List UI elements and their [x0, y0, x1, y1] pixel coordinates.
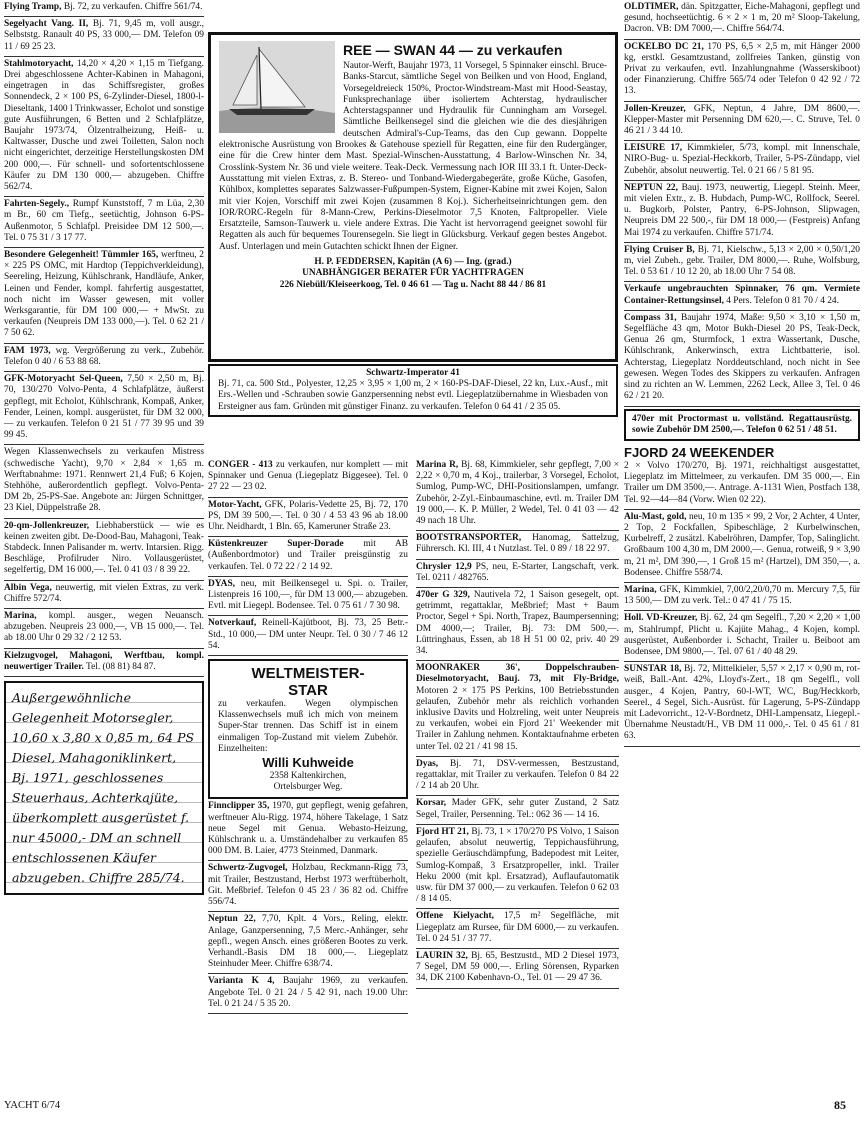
ad-heading: Korsar, — [416, 798, 447, 809]
page-number: 85 — [834, 1098, 846, 1112]
classified-ad — [4, 17, 204, 57]
ad-text: GFK, Neptun, 4 Jahre, DM 8600,—. Klepper-Master mit Persenning DM 620,—. C. Struve, Tel. 0 46 21 / 3 44 10. — [624, 103, 860, 137]
ad-heading: Notverkauf, — [208, 618, 257, 629]
ad-heading: 20-qm-Jollenkreuzer, — [4, 520, 90, 531]
weltmeister-star-ad — [208, 659, 408, 799]
classified-ad — [416, 661, 619, 757]
ad-text: Tel. (08 81) 84 87. — [86, 661, 156, 672]
ad-text: GFK, Kimmkiel, 7,00/2,20/0,70 m. Mercury 7,5, für 13 500,— DM zu verk. Tel.: 0 47 41 / 75 15. — [624, 584, 861, 607]
ad-heading: Neptun 22, — [208, 914, 256, 925]
ad-heading: MOONRAKER 36', Doppelschrauben-Dieselmotoryacht, Bauj. 73, mit Fly-Bridge, — [416, 663, 619, 685]
ad-text: 170 PS, 6,5 × 2,5 m, mit Hänger 2000 kg, erstkl. Gesamtzustand, zollfreies Tanken, günstig von Privat zu verkaufen, evtl. Inzahlungnahme (Wasserskiboot) oder Finanzierung. Chiffre 565/74 oder Telefon 0 42 92 / 72 13. — [624, 41, 860, 97]
classified-ad — [416, 796, 619, 824]
ree-contact-address: 226 Niebüll/Kleiseerkoog, Tel. 0 46 61 — Tag u. Nacht 88 44 / 86 81 — [279, 279, 547, 290]
classified-ad — [624, 102, 860, 142]
ad-heading: Offene Kielyacht, — [416, 911, 494, 922]
ad-text: Reinell-Kajütboot, Bj. 73, 25 Betr.-Std., 10 000,— DM unter Neupr. Tel. 0 30 / 7 46 12 54. — [208, 618, 409, 651]
fjord-body: 2 × Volvo 170/270, Bj. 1971, reichhaltigst ausgestattet, Liegeplatz im Mittelmeer, zu verkaufen. DM 35 000,—. Ein Trailer um DM 3500,—. Antrage. A-1131 Wien, Postfach 138, Tel. 92—44—84 (Vorw. Wien 02 22). — [624, 460, 860, 505]
ad-heading: Flying Cruiser B, — [624, 244, 695, 255]
ad-heading: GFK-Motoryacht Sel-Queen, — [4, 374, 123, 385]
column-4 — [624, 0, 860, 747]
ad-text: 7,50 × 2,50 m, Bj. 70, 130/270 Volvo-Penta, 4 Schlafplätze, äußerst gepflegt, mit Echolot, Kühlschrank, Kompaß, Anker, Fender, Leinen, kompl. ausgerüstet, für DM 32 000,— zu verkaufen. Telefon 0 21 51 / 77 39 95 und 39 99 45. — [4, 374, 205, 441]
classified-ad — [4, 248, 204, 344]
classified-ad — [624, 510, 860, 583]
classified-ad — [4, 57, 204, 197]
ad-text: 4 Pers. Telefon 0 81 70 / 4 24. — [726, 295, 839, 306]
classified-ad — [4, 344, 204, 372]
ad-heading: Varianta K 4, — [208, 976, 275, 987]
ad-text: Bauj. 1973, neuwertig, Liegepl. Steinh. Meer, mit vielen Extr., z. B. Hubdach, Pump-WC, Rollfock, Seerel. u. Bugkorb, Polster, Pantry, 6-PS-Johnson, Slipwagen, Neupreis DM 22 500,-, für DM 18 000,— (Festpreis) Anfang Mai 1974 zu verkaufen. Chiffre 571/74. — [624, 182, 860, 238]
ad-text: Kimmkieler, 5/73, kompl. mit Innenschale, NIRO-Bug- u. Spezial-Heckkorb, Trailer, 5-PS-Zündapp, viel Zubehör, absolut neuwertig. Tel. 0 21 66 / 5 81 95. — [624, 143, 861, 176]
ad-heading: Alu-Mast, gold, — [624, 511, 687, 522]
ree-body: Nautor-Werft, Baujahr 1973, 11 Vorsegel, 5 Spinnaker einschl. Bruce-Banks-Starcut, sämtliche Segel von Beilken und von Hood, England, Vorsegeldreieck 150%, Proctor-Windstream-Mast mit Hood-Seastay, Funksprechanlage über isoliertem Achterstag, hydraulischer Achterstagspanner und Hydraulik für Cunningham am Vorsegel. Sämtliche Beilkensegel sind die gleichen wie die des diesjährigen deutschen Admiral's-Cup-Teams, das den Cup gewann. Doppelte elektronische Ausrüstung von Brookes & Gatehouse speziell für Regatten, eine für den Rudergänger, eine für die Crew hinter dem Mast. Spezial-Winschen-Ausstattung, 4 Barlow-Winschen Nr. 34, Crosslink-System Nr. 36 und viele weitere. Teak-Deck. Vermessung nach IOR III 33.1 ft. Unter-Deck-Ausstattung mit vielen Extras, z. B. Stereo- und Tonband-Wiedergabegeräte, große Küche, Gasofen, Kühlbox, komplettes separates Salzwasser-Fußpumpen-System, Eigner-Kabine mit zwei Kojen, Salon mit vier Kojen, Vorschiff mit zwei Kojen (zusammen 8 Koj.). Sicherheitseinrichtungen gem. den IOR/RORC-Regeln für 8-Mann-Crew, Perkins-Dieselmotor 7,5 Knoten, Faltpropeller. Viele Ersatzteile, Samson-Tauwerk u. viele andere Extras. Die Yacht ist hervorragend geeignet sowohl für Regatten als auch für bequemes Tourensegeln. Sie liegt in Glücksburg. Verkauf gegen bestes Angebot. Ausf. Unterlagen und mein Gutachten schickt Ihnen der Eigner. — [219, 61, 607, 252]
classified-ad — [208, 912, 408, 974]
ad-heading: BOOTSTRANSPORTER, — [416, 533, 522, 544]
ad-text: Hanomag, Sattelzug, Führersch. Kl. III, 4 t Nutzlast. Tel. 0 89 / 18 22 97. — [416, 533, 619, 555]
weltmeister-addr-1: 2358 Kaltenkirchen, — [269, 771, 347, 782]
ad-text: Baujahr 1974, Maße: 9,50 × 3,10 × 1,50 m, Segelfläche 43 qm, Motor Bukh-Diesel 20 PS, Teak-Deck, Genua 26 qm, Sturmfock, 1 extra Wassertank, Dusche, Kühlschrank, Ankerwinsch, extra Lichtbatterie, isol. Achterstag, Liegeplatz Norddeutschland, noch nicht in See gewesen. Wegen Todes des Skippers zu verkaufen. Anfragen sind zu richten an W. Lemmen, 2262 Leck, Allee 3, Tel. 0 46 62 / 21 20. — [624, 312, 861, 402]
ad-text: 14,20 × 4,20 × 1,15 m Tiefgang. Drei abgeschlossene Achter-Kabinen in Mahagoni, eingetragen in das Schiffsregister, großes Sonnendeck, 2 × 100 PS, 6-Zylinder-Diesel, 1800-l-Dieseltank, 1400 l Trinkwasser, Echolot und sonstige gute Ausführungen, 6 Betten und 2 Schlafplätze, Baujahr 1973/74, Ölzentralheizung, Heiß- u. Kaltwasser, Dusche und zwei Toiletten, Salon noch nicht eingerichtet, derzeitige Herstellungskosten DM 200 000,—. Für schnell- und sofortentschlossene Käufer zu DM 130 000,— abzugeben. Chiffre 562/74. — [4, 58, 204, 193]
handwritten-ad: Außergewöhnliche Gelegenheit Motorsegler, 10,60 x 3,80 x 0,85 m, 64 PS Diesel, Mahagoniklinkert, Bj. 1971, geschlossenes Steuerhaus, Achterkajüte, überkomplett ausgerüstet f. nur 45000,- DM an schnell entschlossenen Käufer abzugeben. Chiffre 285/74. — [4, 681, 204, 895]
classified-ad — [4, 581, 204, 609]
classified-ad — [4, 609, 204, 649]
classified-ad — [4, 197, 204, 248]
ad-text: neuwertig, mit vielen Extras, zu verk. Chiffre 572/74. — [4, 582, 204, 604]
schwarz-imperator-ad — [208, 364, 618, 417]
ad-text: kompl. ausger., wegen Neuansch. abzugeben. Neupreis 23 000,—, VB 15 000,—. Tel. ab 18.00 Uhr 0 29 32 / 2 12 53. — [4, 610, 205, 644]
ad-text: Motoren 2 × 175 PS Perkins, 100 Betriebsstunden gelaufen, Zubehör mehr als reichlich vorhanden inklusive Davits und Holzreling, weit unter Neupreis zu verkaufen, wobei ein Fjord 21' Weekender mit Trailer in Zahlung nehmen. Kontaktaufnahme erbeten unter Tel. 02 21 / 41 98 15. — [416, 685, 619, 752]
classified-ad — [624, 40, 860, 102]
ad-text: Bj. 65, Bestzustd., MD 2 Diesel 1973, 7 Segel, DM 59 000,—. Erling Sörensen, Ryparken 34, DK 2100 København-O., Tel. 01 — 29 47 36. — [416, 950, 620, 984]
classified-ad — [416, 757, 619, 797]
ad-text: Bj. 71, 9,45 m, voll ausgr., Selbststg. Ranault 40 PS, 33 000,— DM. Telefon 09 11 / 69 25 23. — [4, 19, 205, 52]
ad-text: dän. Spitzgatter, Eiche-Mahagoni, gepflegt und gesund, hochseetüchtig. 6 × 2 × 1 m, 20 m² Sloop-Takelung, Dacron. VB: DM 7000,—. Chiffre 564/74. — [624, 2, 860, 35]
ad-heading: SUNSTAR 18, — [624, 664, 682, 675]
ad-heading: CONGER - 413 — [208, 460, 273, 470]
ad-text: Rumpf Kunststoff, 7 m Lüa, 2,30 m Br., 60 cm Tiefg., seetüchtig, Johnson 6-PS-Außenmotor, 5 Schlafpl. Preisidee DM 12 500,—. Tel. 0 75 31 / 3 17 77. — [4, 199, 205, 243]
classified-ad — [4, 372, 204, 445]
yacht-photo — [219, 41, 335, 133]
ad-heading: Flying Tramp, — [4, 2, 62, 12]
classified-ad — [624, 311, 860, 407]
classified-ad — [208, 616, 408, 656]
ad-heading: 470er G 329, — [416, 590, 470, 601]
classified-ad — [624, 662, 860, 746]
ad-text: Holzbau, Reckmann-Rigg 73, mit Trailer, Bestzustand, Herbst 1973 werftüberholt, Git. Meßbrief. Telefon 0 45 23 / 36 82 od. Chiffre 556/74. — [208, 863, 408, 908]
classified-ad — [208, 974, 408, 1014]
ad-heading: Dyas, — [416, 758, 439, 769]
ad-heading: Fahrten-Segely., — [4, 199, 70, 210]
ad-text: neu, 10 m 135 × 99, 2 Vor, 2 Achter, 4 Unter, 2 Top, 2 Fockfallen, Spibeschläge, 2 Kurbelwinschen, Kurbelreff, 2 zusätzl. Kabelröhren, Dampfer, Top, Salinglicht. Großbaum 100 4,30 m, DM 2000,—. Genua, rotweiß, 9 × 3,90 m, 21 m², DM 390,—, 1 Groß 15 m² (Hartzel), DM 350,—, a. Bodensee. Chiffre 558/74. — [624, 511, 860, 578]
ad-heading: Compass 31, — [624, 312, 677, 323]
ad-text: werftneu, 2 × 225 PS OMC, mit Hardtop (Teppichverkleidung), Seereling, Heizung, Kühlschrank, Handläufe, Anker, Leinen und Fender, kompl. fahrfertig ausgestattet, noch nicht im Wasser gewesen, mit voller Werksgarantie, für DM 100 000,— + MwSt. zu verkaufen (Neupreis DM 133 000,—). Tel. 0 62 21 / 7 50 62. — [4, 250, 204, 339]
ad-text: Bj. 62, 24 qm Segelfl., 7,20 × 2,20 × 1,00 m, Stahlrumpf, Plicht u. Kajüte Mahag., 4 Kojen, kompl. ausgerüstet, Außenborder i. Schacht, Trailer u. Beiboot am Bodensee, DM 9800,—. Tel. 07 61 / 40 48 29. — [624, 613, 861, 657]
classified-ad — [624, 583, 860, 611]
classified-ad — [624, 282, 860, 310]
classified-ad — [416, 458, 619, 531]
classified-ad — [208, 458, 408, 498]
fjord-title: FJORD 24 WEEKENDER — [624, 444, 775, 460]
ad-text: Bj. 68, Kimmkieler, sehr gepflegt, 7,00 × 2,22 × 0,70 m, 4 Koj., trailerbar, 3 Vorsegel, Echolot, Sumlog, Pump-WC, DHI-Positionslampen, umfangr. Zubehör, 2-Zyl.-Einbaumaschine, evtl. m. Trailer DM 19 000,—. K. P. Müller, 2 Wedel, Tel. 0 41 03 — 42 49 nach 18 Uhr. — [416, 460, 620, 527]
classified-ad — [624, 181, 860, 243]
ad-heading: OLDTIMER, — [624, 2, 679, 12]
weltmeister-name: Willi Kuhweide — [262, 755, 354, 771]
weltmeister-body: zu verkaufen. Wegen olympischen Klassenwechsels muß ich mich von meinem Super-Star trennen. Das Schiff ist in einem einmaligen Top-Zustand mit vielem Zubehör. Einzelheiten: — [218, 699, 398, 754]
ad-heading: Marina R, — [416, 460, 459, 470]
classified-ad — [208, 577, 408, 617]
column-1 — [4, 0, 204, 895]
ad-heading: Segelyacht Vang. II, — [4, 19, 89, 30]
column-3 — [416, 458, 619, 989]
classified-ad — [4, 649, 204, 677]
ad-heading: LEISURE 17, — [624, 143, 683, 154]
ad-text: Bj. 72, zu verkaufen. Chiffre 561/74. — [63, 2, 203, 12]
ad-text: Bj. 71, Kielschw., 5,13 × 2,00 × 0,50/1,20 m, viel Zubeh., gebr. Trailer, DM 8000,—. Ruhe, Wolfsburg, Tel. 0 53 61 / 10 12 20, ab 18.00 Uhr 7 54 08. — [624, 244, 860, 278]
ad-text: GFK, Polaris-Vedette 25, Bj. 72, 170 PS, DM 39 500,—. Tel. 0 30 / 4 53 43 96 ab 18.00 Uhr. Neidhardt, 1 Bln. 65, Kameruner Straße 23. — [208, 499, 409, 533]
classified-ad — [416, 909, 619, 949]
ad-text: wg. Vergrößerung zu verk., Zubehör. Telefon 0 40 / 6 53 88 68. — [4, 345, 204, 367]
classified-ad — [208, 498, 408, 538]
ad-text: Baujahr 1969, zu verkaufen. Angebote Tel. 0 21 24 / 5 42 91, nach 19.00 Uhr: Tel. 0 21 24 / 5 35 20. — [208, 976, 408, 1009]
ad-heading: Finnclipper 35, — [208, 801, 270, 812]
ad-text: 7,70, Kplt. 4 Vors., Reling, elektr. Anlage, Ganzpersenning, 7,5 Merc.-Anhänger, sehr gepfl., wegen Ansch. eines größeren Bootes zu verk. Verhandl.-Basis DM 18 000,—. Liegeplatz Steinhuder Meer. Chiffre 638/74. — [208, 914, 408, 970]
ad-text: Wegen Klassenwechsels zu verkaufen Mistress (schwedische Yacht), 9,70 × 2,84 × 1,65 m. Werftabnahme: 1971. Rennwert 21,4 Fuß; 6 Kojen, Stehhöhe, außerordentlich gepflegt. Volvo-Penta-DM 2b, 25-PS-Sae. Angebote an: Jürgen Schnittger, 23 Kiel, Düppelstraße 28. — [4, 447, 204, 514]
ad-heading: LAURIN 32, — [416, 950, 468, 961]
classified-ad — [624, 141, 860, 181]
ad-heading: Chrysler 12,9 — [416, 561, 472, 572]
ad-heading: NEPTUN 22, — [624, 182, 678, 193]
ad-heading: Besondere Gelegenheit! Tümmler 165, — [4, 250, 159, 261]
ad-heading: FAM 1973, — [4, 345, 51, 356]
classified-ad — [416, 531, 619, 559]
ad-heading: Albin Vega, — [4, 582, 52, 593]
ree-contact-name: H. P. FEDDERSEN, Kapitän (A 6) — Ing. (grad.) — [314, 257, 512, 268]
ree-title: REE — SWAN 44 — zu verkaufen — [343, 42, 563, 58]
ad-text: neu, mit Beilkensegel u. Spi. o. Trailer, Listenpreis 16 100,—, für DM 13 000,— abzugeben. Evtl. mit Liegepl. Bodensee. Tel. 0 75 61 / 7 30 98. — [208, 578, 409, 612]
schwarz-title: Schwartz-Imperator 41 — [366, 368, 460, 378]
footer-issue: YACHT 6/74 — [4, 1100, 61, 1111]
ree-contact-title: UNABHÄNGIGER BERATER FÜR YACHTFRAGEN — [302, 268, 524, 279]
ad-text: Nautivela 72, 1 Saison gesegelt, opt. getrimmt, regattaklar, Meßbrief; Mast + Baum Proctor, Segel + Spi. North, Trapez, Baumpersenning; DM 4000,—; Trailer, Bj. 73: DM 500,—. Lüttringhaus, Essen, ab 18 H 51 00 02, priv. 40 29 34. — [416, 590, 619, 657]
ad-heading: Schwertz-Zugvogel, — [208, 863, 288, 874]
ad-heading: Motor-Yacht, — [208, 499, 262, 510]
schwarz-body: Bj. 71, ca. 500 Std., Polyester, 12,25 × 3,95 × 1,00 m, 2 × 160-PS-DAF-Diesel, 22 kn, Lux.-Ausf., mit Ers.-Wellen und -Schrauben sowie Ganzpersenning nebst evtl. Liegeplatzübernahme in Wiesbaden von Ersteigner aus fam. Gründen mit günstiger Finanz. zu verkaufen. Telefon 0 64 41 / 2 35 05. — [218, 379, 608, 412]
ad-text: zu verkaufen, nur komplett — mit Spinnaker und Genua (Liegeplatz Biggesee). Tel. 0 27 22 — 23 02. — [208, 460, 409, 493]
classified-ad — [416, 825, 619, 909]
classified-ad — [416, 588, 619, 661]
ad-heading: DYAS, — [208, 578, 236, 589]
ad-text: mit AB (Außenbordmotor) und Trailer preisgünstig zu verkaufen. Tel. 0 72 22 / 2 14 92. — [208, 539, 408, 572]
classified-ad — [208, 537, 408, 577]
proctor-ad: 470er mit Proctormast u. vollständ. Regattausrüstg. sowie Zubehör DM 2500,—. Telefon 0 62 51 / 48 51. — [624, 409, 860, 441]
classified-ad — [416, 560, 619, 588]
ad-text: Bj. 73, 1 × 170/270 PS Volvo, 1 Saison gelaufen, absolut neuwertig, Teppichausführung, spezielle Geräuschdämpfung, Badepodest mit Leiter, Sumlog-Kompaß, 3 Ersatzpropeller, inkl. Trailer Heku 2000 (mit kpl. Ersatzrad), Auflaufautomatik usw. für DM 37 000,— zu verkaufen. Telefon 0 62 03 / 8 14 05. — [416, 826, 619, 905]
ad-heading: Verkaufe ungebrauchten Spinnaker, 76 qm. Vermiete Container-Rettungsinsel, — [624, 284, 860, 306]
classified-ad — [208, 799, 408, 861]
ad-text: PS, neu, E-Starter, Langschaft, verk. Tel. 0211 / 482765. — [416, 561, 620, 583]
ad-heading: Kielzugvogel, Mahagoni, Werftbau, kompl. neuwertiger Trailer. — [4, 650, 204, 672]
ad-text: Mader GFK, sehr guter Zustand, 2 Satz Segel, Trailer, Persenning. Tel.: 062 36 — 14 16. — [416, 798, 619, 820]
classified-ad — [416, 949, 619, 989]
ad-heading: OCKELBO DC 21, — [624, 41, 704, 52]
ad-heading: Jollen-Kreuzer, — [624, 103, 686, 114]
classified-ad — [624, 243, 860, 283]
column-2 — [208, 458, 408, 1014]
classified-ad — [4, 0, 204, 17]
classified-ad — [208, 861, 408, 912]
ad-heading: Fjord HT 21, — [416, 826, 469, 837]
ad-heading: Marina, — [624, 584, 657, 595]
classified-ad — [624, 611, 860, 662]
classified-ad — [4, 519, 204, 581]
ad-text: Bj. 72, Mittelkieler, 5,57 × 2,17 × 0,90 m, rot-weiß, Ball.-Ant. 42%, Lloyd's-Zert., 18 qm Segelfl., voll ausger., 4 Kojen, Pantry, 60-l-WT, WC, Bug/Heckkorb, Seerel., 4 Segel, Sich.-Ausrüst. für Lagerung, 5-PS-Zündapp mit Ladevorricht., 12-V-Bordnetz, DHI-Lampensatz, Liegepl.-Übernahme Neustadt/H., VB DM 11 000,-. Tel. 0 45 61 / 81 63. — [624, 664, 860, 742]
ad-text: Liebhaberstück — wie es keinen zweiten gibt. De-Dood-Bau, Mahagoni, Teak-Stabdeck. Innen Palisander m. wertv. Intarsien. Rigg. Beschläge, Profilruder Niro. Vollausgerüstet, segelfertig, DM 16 000,—. Tel. 0 41 03 / 8 39 22. — [4, 520, 205, 576]
ad-heading: Marina, — [4, 610, 37, 621]
ad-heading: Stahlmotoryacht, — [4, 58, 74, 69]
ad-text: 1970, gut gepflegt, wenig gefahren, werftneuer Alu-Rigg. 1974, höhere Takelage, 1 Satz neue Segel mit Genua. Webasto-Heizung, Kühlschrank u. a. Umständehalber zu verkaufen 85 000 DM. B. Laier, 4773 Steinmed, Danmark. — [208, 801, 408, 857]
classified-ad — [624, 0, 860, 40]
ad-heading: Küstenkreuzer Super-Dorade — [208, 539, 344, 550]
ad-text: 17,5 m² Segelfläche, mit Liegeplatz am Rursee, für DM 6000,— zu verkaufen. Tel. 0 24 51 / 37 77. — [416, 911, 620, 944]
ad-heading: Holl. VD-Kreuzer, — [624, 613, 698, 624]
classified-ad — [4, 445, 204, 518]
weltmeister-title-2: STAR — [288, 682, 328, 700]
fjord-24-ad — [624, 443, 860, 510]
ad-text: Bj. 71, DSV-vermessen, Bestzustand, regattaklar, mit Trailer zu verkaufen. Telefon 0 84 22 / 2 14 ab 20 Uhr. — [416, 758, 620, 792]
ree-swan-ad — [208, 32, 618, 362]
weltmeister-title-1: WELTMEISTER- — [251, 665, 365, 683]
weltmeister-addr-2: Ortelsburger Weg. — [273, 782, 343, 793]
